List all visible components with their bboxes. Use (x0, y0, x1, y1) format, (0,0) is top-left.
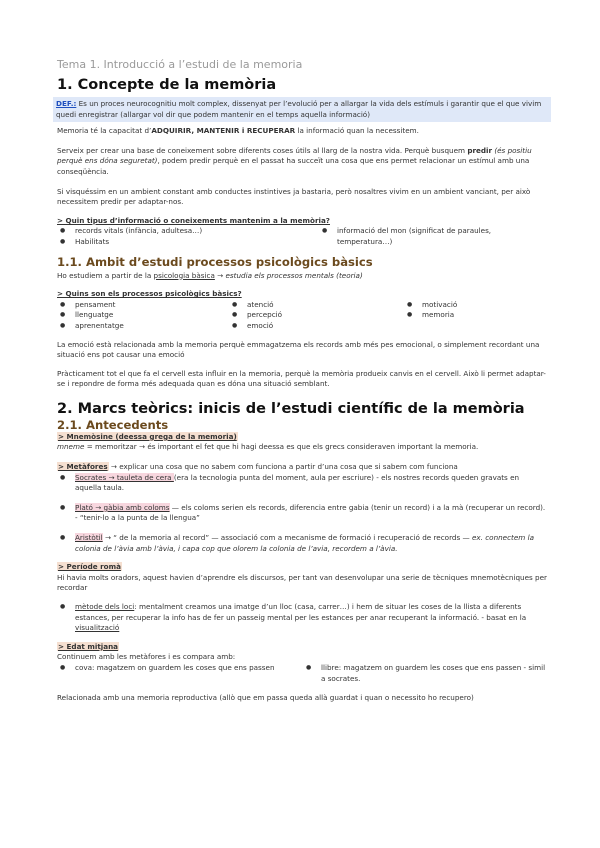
question-processos (57, 289, 547, 300)
roma-text: Hi havia molts oradors, aquest havien d’aprendre els discursos, per tant van desenvolupar una serie de tècniques mnemotècniques per recordar (57, 572, 547, 593)
mnemosine-heading: > Mnemòsine (deessa grega de la memoria) (58, 431, 237, 441)
capacitat-pre: Memoria té la capacitat d’ (57, 126, 152, 136)
paragraph-serveix (57, 146, 547, 178)
tipus-list-col1 (57, 226, 319, 247)
aristotil-text: → “ de la memoria al record” — associació com a mecanisme de formació i recuperació de records — (102, 533, 472, 543)
estudiem-underlined: psicologia bàsica (153, 270, 215, 280)
serveix-italic: (és positiu perquè ens dóna seguretat) (57, 145, 532, 166)
estudiem-arrow: → (214, 270, 226, 280)
paragraph-cervell: Pràcticament tot el que fa el cervell esta influir en la memoria, perquè la memòria produeix canvis en el cervell. Això li permet adaptar-se i repondre de forma més adequada quan es dóna una situació semblant. (57, 368, 546, 389)
paragraph-capacitat (57, 126, 547, 137)
socrates-text: (era la tecnologia punta del moment, aula per escriure) - els nostres records queden gravats en aquella taula. (75, 472, 520, 493)
serveix-bold: predir (467, 145, 493, 155)
question-processos-text: > Quins son els processos psicològics bàsics? (57, 289, 242, 299)
list-item: ● atenció (229, 300, 404, 311)
edat-heading: > Edat mitjana (58, 641, 119, 651)
plato-highlight: Plató → gàbia amb coloms (75, 502, 170, 512)
socrates-highlight: Socrates → tauleta de cera (75, 472, 174, 482)
aristotil-highlight: Aristòtil (75, 533, 103, 543)
section-1-1-heading: 1.1. Ambit d’estudi processos psicològics bàsics (57, 254, 373, 269)
question-tipus (57, 216, 547, 227)
loci-text: : mentalment creamos una imatge d’un lloc (casa, carrer…) i hem de situar les coses de la llista a diferents estances, per recuperar la info has de fer un passeig mental per les estances per anar recuperant la informació. - basat en la (75, 602, 527, 622)
mnemosine-block (57, 432, 547, 453)
capacitat-bold: ADQUIRIR, MANTENIR i RECUPERAR (151, 126, 296, 136)
list-item (57, 533, 547, 554)
metafores-list (57, 473, 547, 555)
processos-col3 (404, 300, 547, 332)
metafores-block (57, 462, 547, 554)
list-item (57, 473, 547, 494)
estudiem-italic: estudia els processos mentals (teoria) (225, 270, 363, 280)
roma-heading: > Període romà (58, 562, 121, 572)
edat-list (57, 663, 547, 684)
definition-label: DEF.: (56, 99, 77, 108)
list-item (57, 602, 547, 634)
roma-list (57, 602, 547, 634)
aristotil-italic: ex. connectem la colonia de l’àvia amb l’àvia, i capa cop que olorem la colonia de l’avia, recordem a l’àvia. (75, 533, 534, 553)
tipus-list-col2 (319, 226, 547, 247)
paragraph-ambient: Si visquéssim en un ambient constant amb conductes instintives ja bastaria, però nosaltres vivim en un ambient vanciant, per això necessitem predir per adaptar-nos. (57, 186, 531, 207)
estudiem-pre: Ho estudiem a partir de la (57, 270, 154, 280)
section-2-1-heading: 2.1. Antecedents (57, 417, 169, 432)
paragraph-emocio: La emoció està relacionada amb la memoria perquè emmagatzema els records amb més pes emocional, o simplement recordant una situació ens pot causar una emoció (57, 339, 540, 360)
definition-box (53, 97, 551, 122)
list-item: ● cova: magatzem on guardem les coses que ens passen (57, 663, 303, 674)
list-item: ● percepció (229, 310, 404, 321)
list-item: ● memoria (404, 310, 547, 321)
mnemosine-text (57, 442, 547, 453)
document-page (57, 58, 547, 704)
section-2-heading: 2. Marcs teòrics: inicis de l’estudi científic de la memòria (57, 400, 525, 417)
list-item: ● emoció (229, 321, 404, 332)
list-item: ● records vitals (infància, adultesa…) (57, 226, 319, 237)
capacitat-post: la informació quan la necessitem. (295, 126, 419, 136)
question-tipus-text: > Quin tipus d’informació o coneixements mantenim a la memòria? (57, 215, 330, 225)
processos-col2 (229, 300, 404, 332)
loci-underlined: mètode dels loci (75, 602, 135, 611)
serveix-pre: Serveix per crear una base de coneixement sobre diferents coses útils al llarg de la nostra vida. Perquè busquem (57, 145, 468, 155)
mnemosine-body: = memoritzar → és important el fet que hi hagi deessa es que els grecs consideraven important la memoria. (84, 442, 479, 452)
list-item: ● llibre: magatzem on guardem les coses que ens passen - simil a socrates. (303, 663, 547, 684)
list-item: ● aprenentatge (57, 321, 229, 332)
list-item: ● Habilitats (57, 237, 319, 248)
plato-text: — els coloms serien els records, diferencia entre gabia (tenir un record) i a la mà (recuperar un record). - “tenir-lo a la punta de la llengua” (75, 502, 546, 523)
processos-list (57, 300, 547, 332)
edat-outro: Relacionada amb una memoria reproductiva (allò que em passa queda allà guardat i quan o necessito ho recupero) (57, 693, 474, 703)
section-1-heading: 1. Concepte de la memòria (57, 77, 277, 93)
processos-col1 (57, 300, 229, 332)
metafores-intro: → explicar una cosa que no sabem com funciona a partir d’una cosa que si sabem com funciona (108, 462, 458, 472)
list-item (57, 503, 547, 524)
edat-intro: Continuem amb les metàfores i es compara amb: (57, 652, 236, 662)
list-item: ● informació del mon (significat de paraules, temperatura…) (319, 226, 547, 247)
edat-mitjana-block (57, 642, 547, 704)
mnemosine-italic: mneme (57, 442, 85, 452)
document-title: Tema 1. Introducció a l’estudi de la memoria (57, 58, 303, 71)
edat-col2 (303, 663, 547, 684)
list-item: ● llenguatge (57, 310, 229, 321)
metafores-heading: > Metàfores (58, 462, 108, 472)
definition-text: Es un proces neurocognitiu molt complex, dissenyat per l’evolució per a allargar la vida dels estímuls i garantir que el que vivim quedi enregistrar (allargar vol dir que podem mantenir en el temps aquella informació) (56, 99, 542, 119)
visualitzacio-underlined: visualització (75, 623, 120, 633)
list-item: ● motivació (404, 300, 547, 311)
tipus-list (57, 226, 547, 247)
roma-block (57, 562, 547, 634)
serveix-post: , podem predir perquè en el passat ha succeït una cosa que ens permet relacionar un estímul amb una conseqüència. (57, 156, 530, 176)
paragraph-estudiem (57, 271, 547, 282)
edat-col1 (57, 663, 303, 684)
list-item: ● pensament (57, 300, 229, 311)
